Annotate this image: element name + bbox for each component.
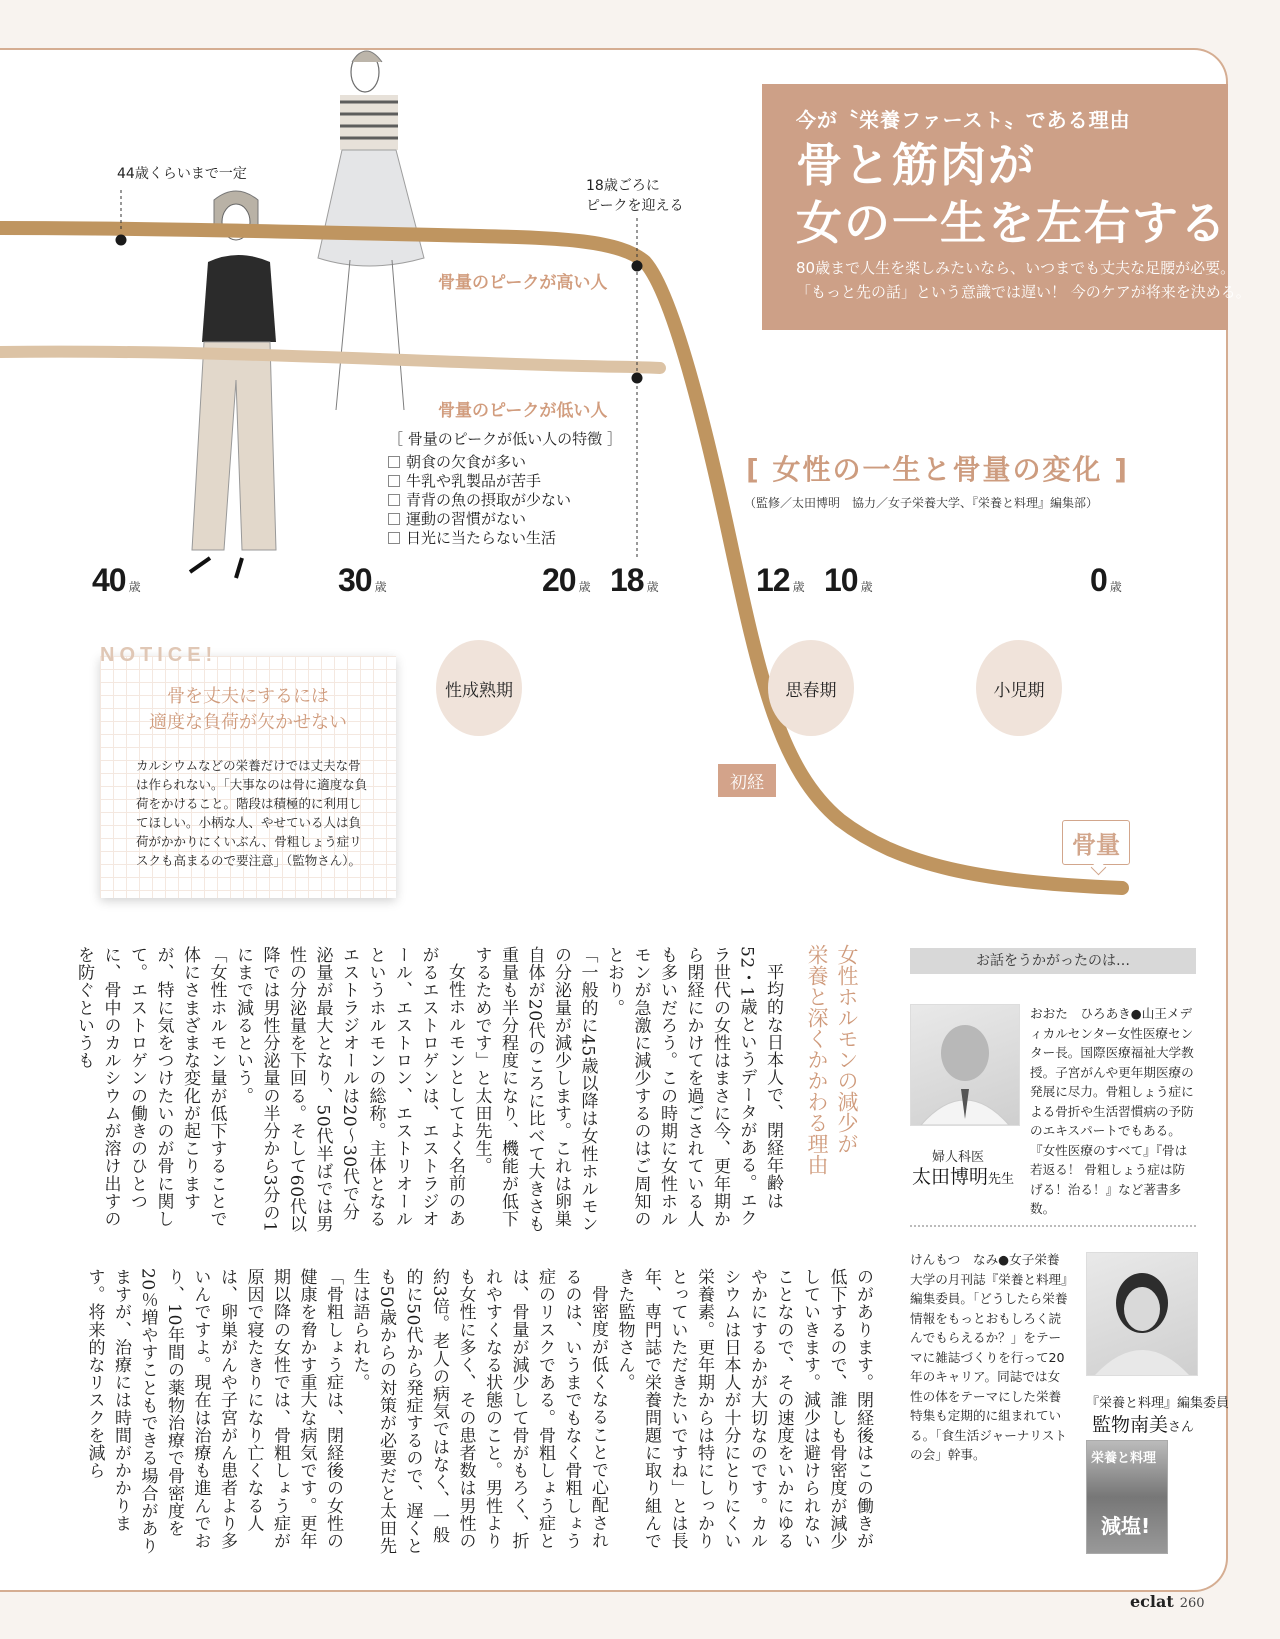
- trait-item: [388, 491, 622, 510]
- page-footer: [1130, 1592, 1205, 1611]
- notice-body: カルシウムなどの栄養だけでは丈夫な骨は作られない。「大事なのは骨に適度な負荷をかけること。階段は積極的に利用してほしい。小柄な人、やせている人は負荷がかかりにくいぶん、骨粗しょう症リスクも高まるので要注意」（監物さん）。: [136, 758, 368, 868]
- article-paragraph: 平均的な日本人で、閉経年齢は52・1歳というデータがある。エクラ世代の女性はまさに今、更年期から閉経にかけてを過ごされている人も多いだろう。この時期に女性ホルモンが急激に減少するのはご周知のとおり。: [604, 946, 783, 1228]
- portrait-man-icon: [911, 1005, 1019, 1125]
- checkbox-icon: [388, 456, 400, 468]
- article-paragraph: 「一般的に45歳以降は女性ホルモンの分泌量が減少します。これは卵巣自体が20代のころに比べて大きさも重量も半分程度になり、機能が低下するためです」と太田先生。: [471, 946, 598, 1233]
- trait-label: 日光に当たらない生活: [406, 529, 557, 547]
- page-title-line2: 女の一生を左右する: [796, 196, 1228, 250]
- ota-role: 婦人科医: [932, 1150, 985, 1165]
- menarche-tag: 初経: [718, 764, 776, 797]
- article-paragraph: のがあります。閉経後はこの働きが低下するので、誰しも骨密度が減少していきます。減少は避けられないことなので、その速度をいかにゆるやかにするかが大切なのです。カルシウムは日本人が十分にとりにくい栄養素。更年期からは特にしっかりとっていただきたいですね」とは長年、専門誌で栄養問題に取り組んできた監物さん。: [614, 1268, 873, 1550]
- cover-title: 栄養と料理: [1091, 1451, 1157, 1466]
- article-body-top: [74, 946, 786, 1236]
- notice-heading: [100, 684, 396, 736]
- ota-photo: [910, 1004, 1020, 1126]
- article-body-bottom: [84, 1268, 876, 1558]
- checkbox-icon: [388, 513, 400, 525]
- article-paragraph: 女性ホルモンとしてよく名前のあがるエストロゲンは、エストラジオール、エストロン、エストリオールというホルモンの総称。主体となるエストラジオールは20〜30代で分泌量が最大となり、50代半ばでは男性の分泌量を下回る。そして60代以降では男性分泌量の半分から3分の1にまで減るという。: [233, 946, 465, 1233]
- age-tick-18: 18 歳: [610, 562, 659, 598]
- checkbox-icon: [388, 532, 400, 544]
- checkbox-icon: [388, 494, 400, 506]
- trait-label: 牛乳や乳製品が苦手: [406, 472, 542, 490]
- stage-childhood: 小児期: [976, 640, 1062, 736]
- note-44: 44歳くらいまで一定: [117, 166, 247, 182]
- notice-card: [100, 656, 396, 898]
- cover-headline: 減塩!: [1101, 1514, 1151, 1538]
- notice-heading-line1: 骨を丈夫にするには: [167, 686, 329, 707]
- age-tick-12: 12 歳: [756, 562, 805, 598]
- age-tick-30: 30 歳: [338, 562, 387, 598]
- kenmotsu-role: 『栄養と料理』編集委員: [1086, 1396, 1230, 1411]
- age-tick-0: 0 歳: [1090, 562, 1122, 598]
- note-18-line1: 18歳ごろに: [586, 178, 660, 194]
- note-18-line2: ピークを迎える: [586, 198, 684, 214]
- portrait-woman-icon: [1087, 1253, 1197, 1375]
- traits-title: ［ 骨量のピークが低い人の特徴 ］: [388, 430, 622, 448]
- notice-label: NOTICE!: [100, 644, 218, 666]
- traits-list: [388, 428, 622, 548]
- lead-line1: 80歳まで人生を楽しみたいなら、いつまでも丈夫な足腰が必要。: [796, 259, 1236, 277]
- trait-label: 朝食の欠食が多い: [406, 453, 527, 471]
- article-heading: [802, 944, 862, 1214]
- profiles-header: お話をうかがったのは…: [910, 948, 1196, 974]
- age-tick-10: 10 歳: [824, 562, 873, 598]
- trait-item: [388, 453, 622, 472]
- ota-bio: おおた ひろあき●山王メディカルセンター女性医療センター長。国際医療福祉大学教授。子宮がんや更年期医療の発展に尽力。骨粗しょう症による骨折や生活習慣病の予防のエキスパートでもある。『女性医療のすべて』『骨は若返る！ 骨粗しょう症は防げる！治る！』など著書多数。: [1030, 1006, 1194, 1216]
- article-paragraph: 骨密度が低くなることで心配されるのは、いうまでもなく骨粗しょう症のリスクである。骨粗しょう症とは、骨量が減少して骨がもろく、折れやすくなる状態のこと。男性よりも女性に多く、その患者数は男性の約3倍。老人の病気ではなく、一般的に50代から発症するので、遅くとも50歳からの対策が必要だと太田先生は語られた。: [349, 1268, 608, 1555]
- stage-sexual-maturity: 性成熟期: [436, 640, 522, 736]
- age-tick-40: 40 歳: [92, 562, 141, 598]
- trait-item: [388, 510, 622, 529]
- chart-title: [ 女性の一生と骨量の変化 ]: [746, 453, 1130, 486]
- magazine-cover: [1086, 1440, 1168, 1554]
- trait-item: [388, 529, 622, 548]
- ota-name: 太田博明先生: [912, 1166, 1015, 1188]
- age-tick-20: 20 歳: [542, 562, 591, 598]
- article-heading-line2: 栄養と深くかかわる理由: [805, 944, 829, 1175]
- woman-illustration-black-top: [190, 191, 276, 578]
- notice-heading-line2: 適度な負荷が欠かせない: [149, 712, 347, 733]
- page-title: [796, 136, 1228, 252]
- magazine-brand: eclat: [1130, 1592, 1174, 1611]
- lead-line2: 「もっと先の話」という意識では遅い！ 今のケアが将来を決める。: [796, 283, 1251, 301]
- kenmotsu-bio: けんもつ なみ●女子栄養大学の月刊誌『栄養と料理』編集委員。「どうしたら栄養情報をもっとおもしろく読んでもらえるか？」をテーマに雑誌づくりを行って20年のキャリア。同誌では女性の体をテーマにした栄養特集も定期的に組まれている。「食生活ジャーナリストの会」幹事。: [910, 1252, 1068, 1462]
- kenmotsu-photo: [1086, 1252, 1198, 1376]
- trait-label: 運動の習慣がない: [406, 510, 527, 528]
- page-number: 260: [1179, 1596, 1205, 1611]
- stage-puberty: 思春期: [768, 640, 854, 736]
- trait-item: [388, 472, 622, 491]
- article-paragraph: 「骨粗しょう症は、閉経後の女性の健康を脅かす重大な病気です。更年期以降の女性では、骨粗しょう症が原因で寝たきりになり亡くなる人は、卵巣がんや子宮がん患者より多いんですよ。現在は治療も進んでおり、10年間の薬物治療で骨密度を20％増やすこともできる場合がありますが、治療には時間がかかります。将来的なリスクを減ら: [84, 1268, 343, 1555]
- kicker: 今が〝栄養ファースト〟である理由: [796, 108, 1131, 132]
- checkbox-icon: [388, 475, 400, 487]
- chart-credit: （監修／太田博明 協力／女子栄養大学、『栄養と料理』編集部）: [744, 496, 1099, 510]
- lead: [796, 256, 1251, 304]
- bone-mass-tag: 骨量: [1062, 820, 1130, 865]
- profile-divider: [910, 1225, 1196, 1227]
- label-low-peak: 骨量のピークが低い人: [438, 401, 608, 421]
- trait-label: 青背の魚の摂取が少ない: [406, 491, 572, 509]
- article-paragraph: 「女性ホルモン量が低下することで体にさまざまな変化が起こりますが、特に気をつけたいのが骨に関して。エストロゲンの働きのひとつに、骨中のカルシウムが溶け出すのを防ぐというも: [74, 946, 227, 1228]
- label-high-peak: 骨量のピークが高い人: [438, 273, 608, 293]
- kenmotsu-name: 監物南美さん: [1092, 1414, 1195, 1436]
- title-box: [762, 84, 1251, 330]
- page-title-line1: 骨と筋肉が: [796, 138, 1036, 192]
- curve-low-peak: [0, 352, 660, 368]
- article-heading-line1: 女性ホルモンの減少が: [835, 944, 859, 1154]
- note-18: [586, 176, 683, 216]
